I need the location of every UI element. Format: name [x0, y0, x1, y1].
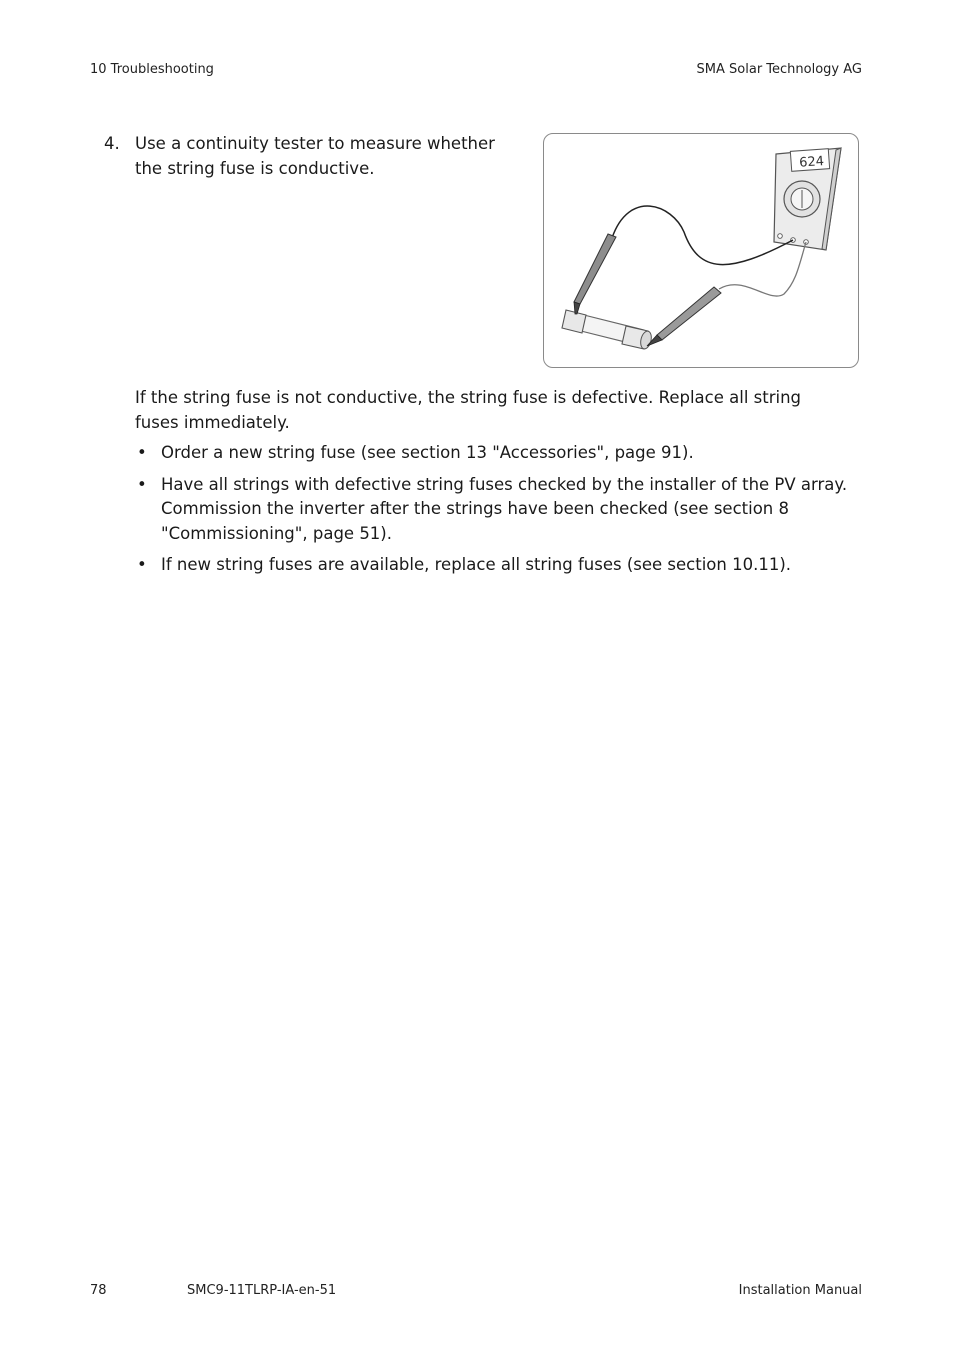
header-company: SMA Solar Technology AG [696, 62, 862, 77]
figure-illustration [544, 134, 860, 369]
list-item [135, 473, 865, 547]
header-chapter: 10 Troubleshooting [90, 62, 214, 77]
list-item-text: Have all strings with defective string fuses checked by the installer of the PV array. Commission the inverter after the strings have been checked (see section 8 "Commissioning", page 51). [161, 474, 848, 543]
step-number: 4. [104, 134, 120, 153]
bullet-dot: • [137, 443, 147, 462]
list-item-text: If new string fuses are available, replace all string fuses (see section 10.11). [161, 555, 791, 574]
manual-type: Installation Manual [738, 1283, 862, 1298]
list-item-text: Order a new string fuse (see section 13 "Accessories", page 91). [161, 443, 694, 462]
step-text: Use a continuity tester to measure whether the string fuse is conductive. [135, 134, 495, 178]
action-list [135, 441, 865, 585]
document-id: SMC9-11TLRP-IA-en-51 [187, 1283, 337, 1298]
bullet-dot: • [137, 555, 147, 574]
fuse-icon [562, 310, 653, 350]
multimeter-icon [774, 148, 841, 250]
display-reading: 624 [798, 154, 825, 171]
list-item [135, 553, 865, 578]
defect-paragraph: If the string fuse is not conductive, the string fuse is defective. Replace all string fuses immediately. [135, 388, 802, 432]
bullet-dot: • [137, 474, 147, 494]
list-item [135, 441, 865, 466]
continuity-test-figure [543, 133, 859, 368]
page-number: 78 [90, 1283, 107, 1298]
